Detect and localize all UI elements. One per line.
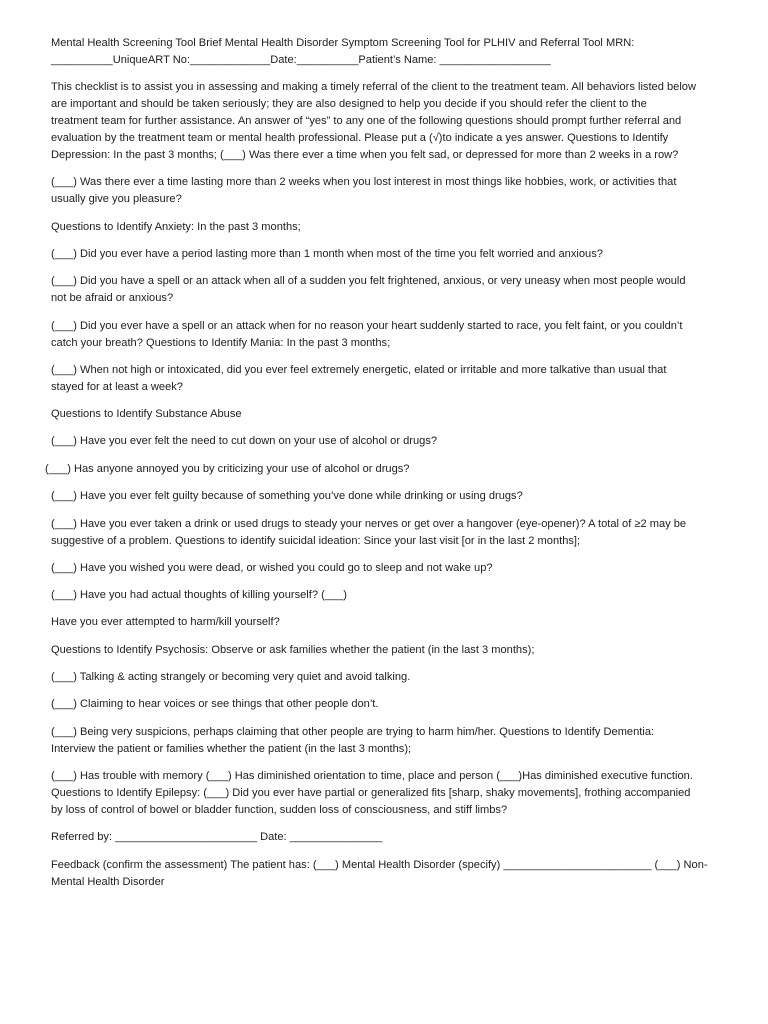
question-memory-epilepsy (51, 768, 693, 819)
heading-line: Questions to Identify Anxiety: In the past 3 months; (51, 221, 301, 233)
question-line: not be afraid or anxious? (51, 292, 174, 304)
psychosis-heading (51, 642, 534, 659)
question-line: Interview the patient or families whether the patient (in the last 3 months); (51, 743, 412, 755)
intro-line: treatment team for further assistance. An answer of “yes” to any one of the following questions should prompt further referral and (51, 115, 682, 127)
question-line: (___) Have you ever felt guilty because of something you’ve done while drinking or using drugs? (51, 490, 523, 502)
question-line: (___) Have you ever felt the need to cut down on your use of alcohol or drugs? (51, 435, 438, 447)
header-line: __________UniqueART No:_____________Date:__________Patient’s Name: __________________ (51, 54, 551, 66)
question-talking (51, 669, 410, 686)
question-line: (___) Have you ever taken a drink or used drugs to steady your nerves or get over a hangover (eye-opener)? A total of ≥2 may be (51, 518, 687, 530)
question-line: (___) Did you ever have a period lasting more than 1 month when most of the time you felt worried and anxious? (51, 248, 603, 260)
question-line: (___) Have you wished you were dead, or wished you could go to sleep and not wake up? (51, 562, 493, 574)
anxiety-heading (51, 219, 301, 236)
question-lost-interest (51, 174, 676, 208)
question-cut-down (51, 433, 437, 450)
heading-line: Questions to Identify Psychosis: Observe or ask families whether the patient (in the last 3 months); (51, 644, 535, 656)
question-guilty (51, 488, 523, 505)
question-suspicious (51, 724, 654, 758)
intro-line: are important and should be taken seriously; they are also designed to help you decide if you should refer the client to the (51, 98, 647, 110)
intro-line: evaluation by the treatment team or mental health professional. Please put a (√)to indicate a yes answer. Questions to Identify (51, 132, 669, 144)
question-eye-opener (51, 516, 686, 550)
question-attempted (51, 614, 280, 631)
question-wished-dead (51, 560, 493, 577)
intro-line: This checklist is to assist you in assessing and making a timely referral of the client to the treatment team. All behaviors listed below (51, 81, 696, 93)
question-spell (51, 273, 686, 307)
question-line: (___) Talking & acting strangely or becoming very quiet and avoid talking. (51, 671, 411, 683)
header-line: Mental Health Screening Tool Brief Mental Health Disorder Symptom Screening Tool for PLHIV and Referral Tool MRN: (51, 37, 635, 49)
question-thoughts (51, 587, 347, 604)
question-line: (___) Has trouble with memory (___) Has diminished orientation to time, place and person (___)Has diminished executive function. (51, 770, 693, 782)
intro-line: Depression: In the past 3 months; (___) Was there ever a time when you felt sad, or depressed for more than 2 weeks in a row? (51, 149, 679, 161)
referred-by-line (51, 829, 382, 846)
intro-paragraph (51, 79, 696, 164)
question-annoyed (45, 461, 409, 478)
substance-heading (51, 406, 242, 423)
question-line: (___) Did you have a spell or an attack when all of a sudden you felt frightened, anxious, or very uneasy when most people would (51, 275, 686, 287)
question-line: by loss of control of bowel or bladder function, sudden loss of consciousness, and stiff limbs? (51, 804, 508, 816)
question-line: (___) Was there ever a time lasting more than 2 weeks when you lost interest in most things like hobbies, work, or activities that (51, 176, 677, 188)
question-worried (51, 246, 603, 263)
referred-by-text: Referred by: _______________________ Date: _______________ (51, 831, 383, 843)
question-line: catch your breath? Questions to Identify Mania: In the past 3 months; (51, 337, 391, 349)
question-line: (___) Has anyone annoyed you by criticizing your use of alcohol or drugs? (45, 463, 410, 475)
feedback-line: Feedback (confirm the assessment) The patient has: (___) Mental Health Disorder (specify) ________________________ (___) Non- (51, 859, 708, 871)
question-line: (___) Did you ever have a spell or an attack when for no reason your heart suddenly started to race, you felt faint, or you couldn’t (51, 320, 683, 332)
question-voices (51, 696, 378, 713)
question-line: Have you ever attempted to harm/kill yourself? (51, 616, 280, 628)
document-header (51, 35, 634, 69)
question-line: (___) Claiming to hear voices or see things that other people don’t. (51, 698, 379, 710)
heading-line: Questions to Identify Substance Abuse (51, 408, 242, 420)
question-heart-race (51, 318, 682, 352)
question-line: usually give you pleasure? (51, 193, 182, 205)
question-line: (___) Being very suspicions, perhaps claiming that other people are trying to harm him/her. Questions to Identify Dementia: (51, 726, 655, 738)
question-line: suggestive of a problem. Questions to identify suicidal ideation: Since your last visit [or in the last 2 months]; (51, 535, 581, 547)
question-line: stayed for at least a week? (51, 381, 183, 393)
feedback-paragraph (51, 857, 708, 891)
question-energetic (51, 362, 666, 396)
feedback-line: Mental Health Disorder (51, 876, 165, 888)
question-line: (___) When not high or intoxicated, did you ever feel extremely energetic, elated or irritable and more talkative than usual that (51, 364, 667, 376)
question-line: Questions to Identify Epilepsy: (___) Did you ever have partial or generalized fits [sharp, shaky movements], frothing accompanied (51, 787, 691, 799)
question-line: (___) Have you had actual thoughts of killing yourself? (___) (51, 589, 348, 601)
